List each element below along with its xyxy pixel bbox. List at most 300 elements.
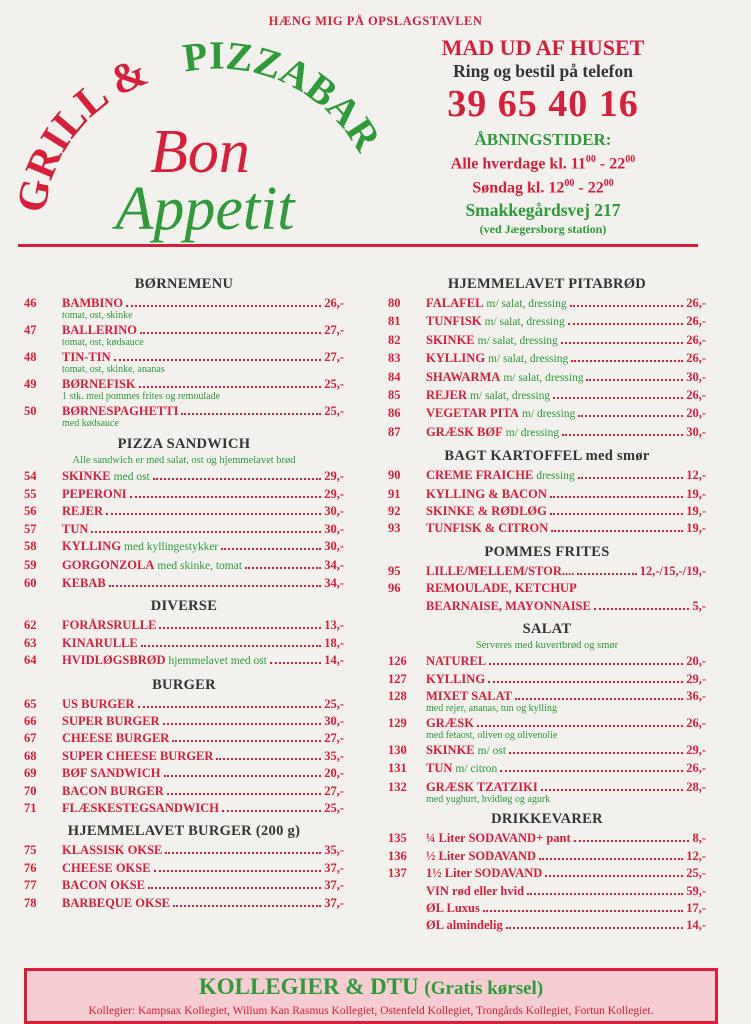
menu-item bbox=[24, 503, 344, 520]
item-name: HVIDLØGSBRØD bbox=[62, 653, 166, 668]
menu-item bbox=[388, 350, 706, 368]
leader-dots bbox=[165, 852, 321, 854]
section-burger bbox=[24, 677, 344, 818]
item-name: KINARULLE bbox=[62, 635, 138, 650]
menu-item bbox=[388, 486, 706, 503]
leader-dots bbox=[568, 323, 683, 325]
item-name: GORGONZOLA bbox=[62, 557, 155, 572]
section-pitabrod bbox=[388, 276, 706, 442]
item-name: BACON OKSE bbox=[62, 878, 146, 893]
item-price: 27,- bbox=[324, 349, 344, 364]
item-number: 87 bbox=[388, 424, 401, 439]
item-name: TUNFISK & CITRON bbox=[426, 521, 549, 536]
leader-dots bbox=[506, 927, 683, 929]
item-name: SKINKE & RØDLØG bbox=[426, 504, 547, 519]
address-note: (ved Jægersborg station) bbox=[479, 221, 607, 236]
item-name: ØL Luxus bbox=[426, 901, 480, 916]
item-name: KYLLING & BACON bbox=[426, 486, 547, 501]
item-price: 26,- bbox=[686, 296, 706, 310]
item-name: BARBEQUE OKSE bbox=[62, 895, 171, 910]
item-extra: m/ salat, dressing bbox=[503, 371, 584, 384]
item-name: GRÆSK TZATZIKI bbox=[426, 779, 538, 794]
item-price: 5,- bbox=[692, 598, 706, 613]
item-name: SKINKE bbox=[426, 332, 475, 347]
item-name: KLASSISK OKSE bbox=[62, 843, 163, 858]
item-price: 20,- bbox=[324, 766, 344, 781]
item-extra: m/ dressing bbox=[521, 408, 576, 421]
contact-block bbox=[398, 36, 688, 237]
section-title: BAGT KARTOFFEL med smør bbox=[444, 448, 650, 465]
item-name: SKINKE bbox=[426, 742, 475, 757]
item-number: 96 bbox=[388, 581, 401, 596]
section-title: PIZZA SANDWICH bbox=[117, 435, 251, 452]
section-pizza-sandwich bbox=[24, 436, 344, 593]
leader-dots bbox=[550, 496, 683, 498]
item-number: 49 bbox=[24, 376, 37, 391]
item-name: FORÅRSRULLE bbox=[62, 618, 157, 633]
item-name: FALAFEL bbox=[426, 296, 484, 310]
item-price: 20,- bbox=[686, 654, 706, 669]
item-description: tomat, ost, skinke bbox=[62, 310, 133, 322]
item-number: 63 bbox=[24, 635, 37, 650]
item-price: 26,- bbox=[686, 388, 706, 403]
logo-name-bon: Bon bbox=[150, 118, 250, 186]
leader-dots bbox=[163, 723, 322, 725]
item-number: 57 bbox=[24, 521, 37, 536]
leader-dots bbox=[164, 775, 322, 777]
item-price: 26,- bbox=[686, 314, 706, 329]
menu-item bbox=[388, 332, 706, 350]
menu-item bbox=[24, 652, 344, 670]
section-drikke bbox=[388, 811, 706, 934]
leader-dots bbox=[159, 627, 321, 629]
item-price: 37,- bbox=[324, 895, 344, 910]
menu-item bbox=[388, 671, 706, 688]
item-number: 83 bbox=[388, 351, 401, 366]
item-price: 30,- bbox=[324, 714, 344, 728]
leader-dots bbox=[545, 875, 683, 877]
menu-item bbox=[388, 313, 706, 331]
item-name: SKINKE bbox=[62, 468, 111, 483]
item-name: KYLLING bbox=[426, 351, 486, 366]
item-name: TUNFISK bbox=[426, 314, 482, 329]
section-pommes bbox=[388, 544, 706, 615]
menu-item bbox=[388, 830, 706, 847]
menu-item bbox=[24, 765, 344, 782]
item-name: CHEESE BURGER bbox=[62, 731, 170, 746]
item-price: 29,- bbox=[324, 486, 344, 501]
item-description: 1 stk. med pommes frites og remoulade bbox=[62, 391, 221, 403]
item-name: ØL almindelig bbox=[426, 918, 503, 933]
item-number: 126 bbox=[388, 654, 407, 669]
item-description: tomat, ost, skinke, ananas bbox=[62, 364, 165, 376]
item-name: GRÆSK BØF bbox=[426, 424, 503, 439]
leader-dots bbox=[586, 379, 683, 381]
item-number: 127 bbox=[388, 671, 407, 686]
section-title: BURGER bbox=[152, 676, 216, 693]
leader-dots bbox=[594, 608, 690, 610]
leader-dots bbox=[173, 905, 321, 907]
menu-item bbox=[388, 598, 706, 615]
item-number: 91 bbox=[388, 486, 401, 501]
logo-arc-right: PIZZABAR bbox=[180, 32, 390, 159]
header-divider bbox=[18, 244, 698, 247]
menu-item bbox=[24, 800, 344, 817]
leader-dots bbox=[488, 681, 683, 683]
item-name: REJER bbox=[426, 388, 467, 403]
menu-item bbox=[388, 917, 706, 934]
item-name: TUN bbox=[62, 521, 89, 536]
menu-item bbox=[24, 877, 344, 894]
item-name: TIN-TIN bbox=[62, 349, 111, 364]
item-extra: m/ salat, dressing bbox=[469, 390, 551, 403]
item-price: 20,- bbox=[686, 406, 706, 421]
item-price: 59,- bbox=[686, 883, 706, 898]
item-extra: med skinke, tomat bbox=[157, 559, 243, 572]
item-name: BAMBINO bbox=[62, 296, 124, 310]
leader-dots bbox=[550, 513, 683, 515]
leader-dots bbox=[216, 758, 321, 760]
item-price: 37,- bbox=[324, 860, 344, 875]
item-name: ¼ Liter SODAVAND+ pant bbox=[426, 831, 571, 846]
item-price: 27,- bbox=[324, 731, 344, 746]
leader-dots bbox=[221, 548, 321, 550]
item-number: 82 bbox=[388, 332, 401, 347]
item-price: 30,- bbox=[686, 369, 706, 384]
item-name: BACON BURGER bbox=[62, 783, 164, 798]
item-price: 34,- bbox=[324, 557, 344, 572]
menu-item bbox=[388, 424, 706, 442]
item-number: 62 bbox=[24, 618, 37, 633]
menu-item bbox=[24, 842, 344, 859]
leader-dots bbox=[141, 645, 321, 647]
item-number: 67 bbox=[24, 731, 37, 746]
menu-item bbox=[24, 617, 344, 634]
item-price: 30,- bbox=[324, 504, 344, 519]
leader-dots bbox=[570, 305, 684, 307]
leader-dots bbox=[551, 530, 683, 532]
item-number: 130 bbox=[388, 742, 407, 757]
item-extra: m/ salat, dressing bbox=[477, 334, 558, 347]
hang-notice: HÆNG MIG PÅ OPSLAGSTAVLEN bbox=[268, 14, 483, 28]
item-number: 70 bbox=[24, 783, 37, 798]
item-extra: m/ dressing bbox=[505, 426, 560, 439]
leader-dots bbox=[114, 359, 322, 361]
section-hjemmelavet-burger bbox=[24, 823, 344, 912]
menu-item bbox=[388, 520, 706, 537]
leader-dots bbox=[130, 496, 322, 498]
leader-dots bbox=[109, 585, 321, 587]
item-number: 56 bbox=[24, 504, 37, 519]
item-name: FLÆSKESTEGSANDWICH bbox=[62, 801, 219, 816]
item-price: 30,- bbox=[686, 424, 706, 439]
item-number: 68 bbox=[24, 748, 37, 763]
item-name: SHAWARMA bbox=[426, 369, 501, 384]
item-name: PEPERONI bbox=[62, 486, 127, 501]
leader-dots bbox=[222, 810, 321, 812]
item-number: 78 bbox=[24, 895, 37, 910]
item-price: 25,- bbox=[324, 403, 344, 418]
leader-dots bbox=[515, 698, 683, 700]
hours-sunday: Søndag kl. $12^{00} - 22^{00}$ bbox=[472, 178, 614, 197]
item-number: 69 bbox=[24, 766, 37, 781]
leader-dots bbox=[153, 478, 321, 480]
leader-dots bbox=[245, 567, 321, 569]
section-note: Serveres med kuvertbrød og smør bbox=[475, 640, 619, 652]
item-name: BØRNEFISK bbox=[62, 376, 136, 391]
item-price: 30,- bbox=[324, 539, 344, 554]
leader-dots bbox=[270, 662, 321, 664]
item-price: 25,- bbox=[686, 866, 706, 881]
logo-arc-left: RILL & bbox=[17, 48, 155, 186]
hours-weekdays: Alle hverdage kl. $11^{00} - 22^{00}$ bbox=[450, 154, 636, 173]
item-price: 19,- bbox=[686, 504, 706, 519]
leader-dots bbox=[574, 840, 690, 842]
item-price: 29,- bbox=[686, 742, 706, 757]
item-extra: m/ citron bbox=[455, 763, 498, 776]
item-price: 17,- bbox=[686, 901, 706, 916]
leader-dots bbox=[477, 725, 683, 727]
item-extra: dressing bbox=[536, 470, 575, 483]
item-extra: hjemmelavet med ost bbox=[168, 655, 267, 668]
hours-title: ÅBNINGSTIDER: bbox=[474, 130, 612, 149]
item-name: VIN rød eller hvid bbox=[426, 883, 525, 898]
item-price: 37,- bbox=[324, 878, 344, 893]
menu-item bbox=[24, 486, 344, 503]
item-name: BALLERINO bbox=[62, 322, 138, 337]
item-price: 29,- bbox=[324, 468, 344, 483]
leader-dots bbox=[489, 663, 683, 665]
item-price: 25,- bbox=[324, 696, 344, 711]
item-description: med kødsauce bbox=[62, 418, 119, 430]
section-title: HJEMMELAVET BURGER (200 g) bbox=[67, 823, 301, 840]
leader-dots bbox=[139, 386, 322, 388]
menu-item bbox=[388, 503, 706, 520]
menu-item bbox=[24, 538, 344, 556]
item-name: US BURGER bbox=[62, 696, 135, 711]
item-description: med yughurt, hvidløg og agurk bbox=[426, 793, 551, 805]
menu-item bbox=[24, 895, 344, 912]
item-price: 14,- bbox=[324, 653, 344, 668]
leader-dots bbox=[561, 342, 683, 344]
leader-dots bbox=[578, 415, 683, 417]
item-number: 90 bbox=[388, 468, 401, 483]
address: Smakkegårdsvej 217 bbox=[465, 199, 621, 220]
item-extra: m/ salat, dressing bbox=[484, 316, 565, 329]
section-title: HJEMMELAVET PITABRØD bbox=[447, 276, 647, 292]
menu-item bbox=[24, 713, 344, 730]
call-text: Ring og bestil på telefon bbox=[453, 61, 633, 81]
menu-item bbox=[24, 860, 344, 877]
menu-item bbox=[388, 653, 706, 670]
item-name: ½ Liter SODAVAND bbox=[426, 848, 537, 863]
item-description: med rejer, ananas, tun og kylling bbox=[426, 703, 557, 715]
item-name: KYLLING bbox=[62, 539, 122, 554]
item-name: VEGETAR PITA bbox=[426, 406, 519, 421]
section-kartoffel bbox=[388, 448, 706, 538]
item-price: 35,- bbox=[324, 843, 344, 858]
item-number: 55 bbox=[24, 486, 37, 501]
item-name: SUPER CHEESE BURGER bbox=[62, 748, 214, 763]
item-name: CREME FRAICHE bbox=[426, 468, 534, 483]
leader-dots bbox=[500, 770, 683, 772]
menu-item bbox=[24, 557, 344, 575]
section-title: DRIKKEVARER bbox=[491, 811, 603, 828]
leader-dots bbox=[181, 413, 321, 415]
right-column bbox=[388, 270, 706, 935]
item-number: 135 bbox=[388, 831, 407, 846]
item-price: 30,- bbox=[324, 521, 344, 536]
item-number: 92 bbox=[388, 504, 401, 519]
logo-graphic bbox=[15, 24, 390, 254]
item-name: KEBAB bbox=[62, 575, 106, 590]
item-number: 58 bbox=[24, 539, 37, 554]
menu-item bbox=[388, 295, 706, 313]
item-price: 29,- bbox=[686, 671, 706, 686]
item-price: 26,- bbox=[686, 761, 706, 776]
item-name: REJER bbox=[62, 504, 103, 519]
leader-dots bbox=[527, 893, 683, 895]
leader-dots bbox=[562, 434, 683, 436]
phone-number[interactable]: 39 65 40 16 bbox=[447, 83, 639, 125]
item-price: 36,- bbox=[686, 688, 706, 703]
item-price: 27,- bbox=[324, 783, 344, 798]
menu-item bbox=[24, 730, 344, 747]
item-number: 85 bbox=[388, 388, 401, 403]
item-number: 50 bbox=[24, 403, 37, 418]
menu-item bbox=[388, 742, 706, 760]
leader-dots bbox=[140, 332, 321, 334]
item-name: BØF SANDWICH bbox=[62, 766, 161, 781]
menu-item bbox=[388, 760, 706, 778]
item-extra: m/ salat, dressing bbox=[488, 353, 569, 366]
menu-item bbox=[388, 467, 706, 485]
item-number: 93 bbox=[388, 521, 401, 536]
item-number: 136 bbox=[388, 848, 407, 863]
leader-dots bbox=[553, 397, 683, 399]
menu-item bbox=[24, 575, 344, 592]
item-number: 132 bbox=[388, 779, 407, 794]
leader-dots bbox=[509, 752, 683, 754]
leader-dots bbox=[577, 573, 636, 575]
menu-item bbox=[388, 580, 706, 597]
item-number: 95 bbox=[388, 563, 401, 578]
menu-item bbox=[388, 865, 706, 882]
item-price: 28,- bbox=[686, 779, 706, 794]
item-price: 35,- bbox=[324, 748, 344, 763]
takeaway-heading: MAD UD AF HUSET bbox=[441, 35, 645, 60]
section-title: DIVERSE bbox=[150, 598, 218, 615]
item-price: 12,-/15,-/19,- bbox=[639, 563, 706, 578]
item-number: 137 bbox=[388, 866, 407, 881]
item-number: 86 bbox=[388, 406, 401, 421]
item-number: 131 bbox=[388, 761, 407, 776]
item-name: BEARNAISE, MAYONNAISE bbox=[426, 598, 591, 613]
item-extra: med kyllingestykker bbox=[124, 541, 219, 554]
leader-dots bbox=[483, 910, 683, 912]
item-name: BØRNESPAGHETTI bbox=[62, 403, 179, 418]
item-price: 26,- bbox=[686, 351, 706, 366]
section-salat bbox=[388, 621, 706, 805]
leader-dots bbox=[138, 706, 322, 708]
item-number: 128 bbox=[388, 688, 407, 703]
item-number: 71 bbox=[24, 801, 37, 816]
leader-dots bbox=[541, 789, 683, 791]
footer-banner bbox=[24, 968, 718, 1024]
item-number: 81 bbox=[388, 314, 401, 329]
item-number: 80 bbox=[388, 296, 401, 310]
item-price: 18,- bbox=[324, 635, 344, 650]
item-number: 77 bbox=[24, 878, 37, 893]
section-note: Alle sandwich er med salat, ost og hjemmelavet brød bbox=[72, 454, 296, 466]
item-price: 19,- bbox=[686, 521, 706, 536]
menu-item bbox=[24, 748, 344, 765]
item-extra: m/ ost bbox=[477, 744, 507, 757]
item-name: KYLLING bbox=[426, 671, 486, 686]
menu-item bbox=[388, 883, 706, 900]
item-price: 14,- bbox=[686, 918, 706, 933]
leader-dots bbox=[106, 513, 321, 515]
item-name: CHEESE OKSE bbox=[62, 860, 151, 875]
section-title: SALAT bbox=[522, 621, 572, 638]
item-number: 65 bbox=[24, 696, 37, 711]
item-number: 54 bbox=[24, 468, 37, 483]
menu-item bbox=[24, 468, 344, 486]
logo-name-appetit: Appetit bbox=[115, 175, 295, 243]
item-number: 129 bbox=[388, 715, 407, 730]
item-number: 75 bbox=[24, 843, 37, 858]
leader-dots bbox=[91, 531, 321, 533]
menu-item bbox=[388, 405, 706, 423]
section-bornemenu bbox=[24, 276, 344, 430]
item-price: 26,- bbox=[686, 715, 706, 730]
leader-dots bbox=[539, 858, 683, 860]
menu-item bbox=[24, 696, 344, 713]
item-price: 19,- bbox=[686, 486, 706, 501]
item-name: NATUREL bbox=[426, 654, 487, 669]
item-number: 84 bbox=[388, 369, 401, 384]
item-number: 64 bbox=[24, 653, 37, 668]
section-diverse bbox=[24, 598, 344, 670]
item-number: 47 bbox=[24, 322, 37, 337]
item-number: 59 bbox=[24, 557, 37, 572]
item-price: 26,- bbox=[686, 332, 706, 347]
left-column bbox=[24, 270, 344, 912]
menu-item bbox=[388, 900, 706, 917]
item-name: SUPER BURGER bbox=[62, 714, 160, 728]
item-price: 25,- bbox=[324, 801, 344, 816]
menu-item bbox=[388, 369, 706, 387]
menu-item bbox=[24, 635, 344, 652]
leader-dots bbox=[571, 360, 683, 362]
item-number: 66 bbox=[24, 714, 37, 728]
item-number: 48 bbox=[24, 349, 37, 364]
item-price: 34,- bbox=[324, 575, 344, 590]
item-name: 1½ Liter SODAVAND bbox=[426, 866, 543, 881]
item-price: 25,- bbox=[324, 376, 344, 391]
item-price: 27,- bbox=[324, 322, 344, 337]
footer-text: Kollegier: Kampsax Kollegiet, Willum Kan Rasmus Kollegiet, Ostenfeld Kollegiet, Trongårds Kollegiet, Fortun Kollegiet. bbox=[88, 1005, 654, 1017]
item-number: 76 bbox=[24, 860, 37, 875]
item-price: 13,- bbox=[324, 618, 344, 633]
section-title: POMMES FRITES bbox=[484, 543, 610, 560]
item-name: LILLE/MELLEM/STOR.... bbox=[426, 563, 575, 578]
menu-item bbox=[388, 387, 706, 405]
menu-item bbox=[24, 783, 344, 800]
item-price: 12,- bbox=[686, 468, 706, 483]
item-name: REMOULADE, KETCHUP bbox=[426, 581, 577, 596]
logo bbox=[15, 24, 390, 254]
